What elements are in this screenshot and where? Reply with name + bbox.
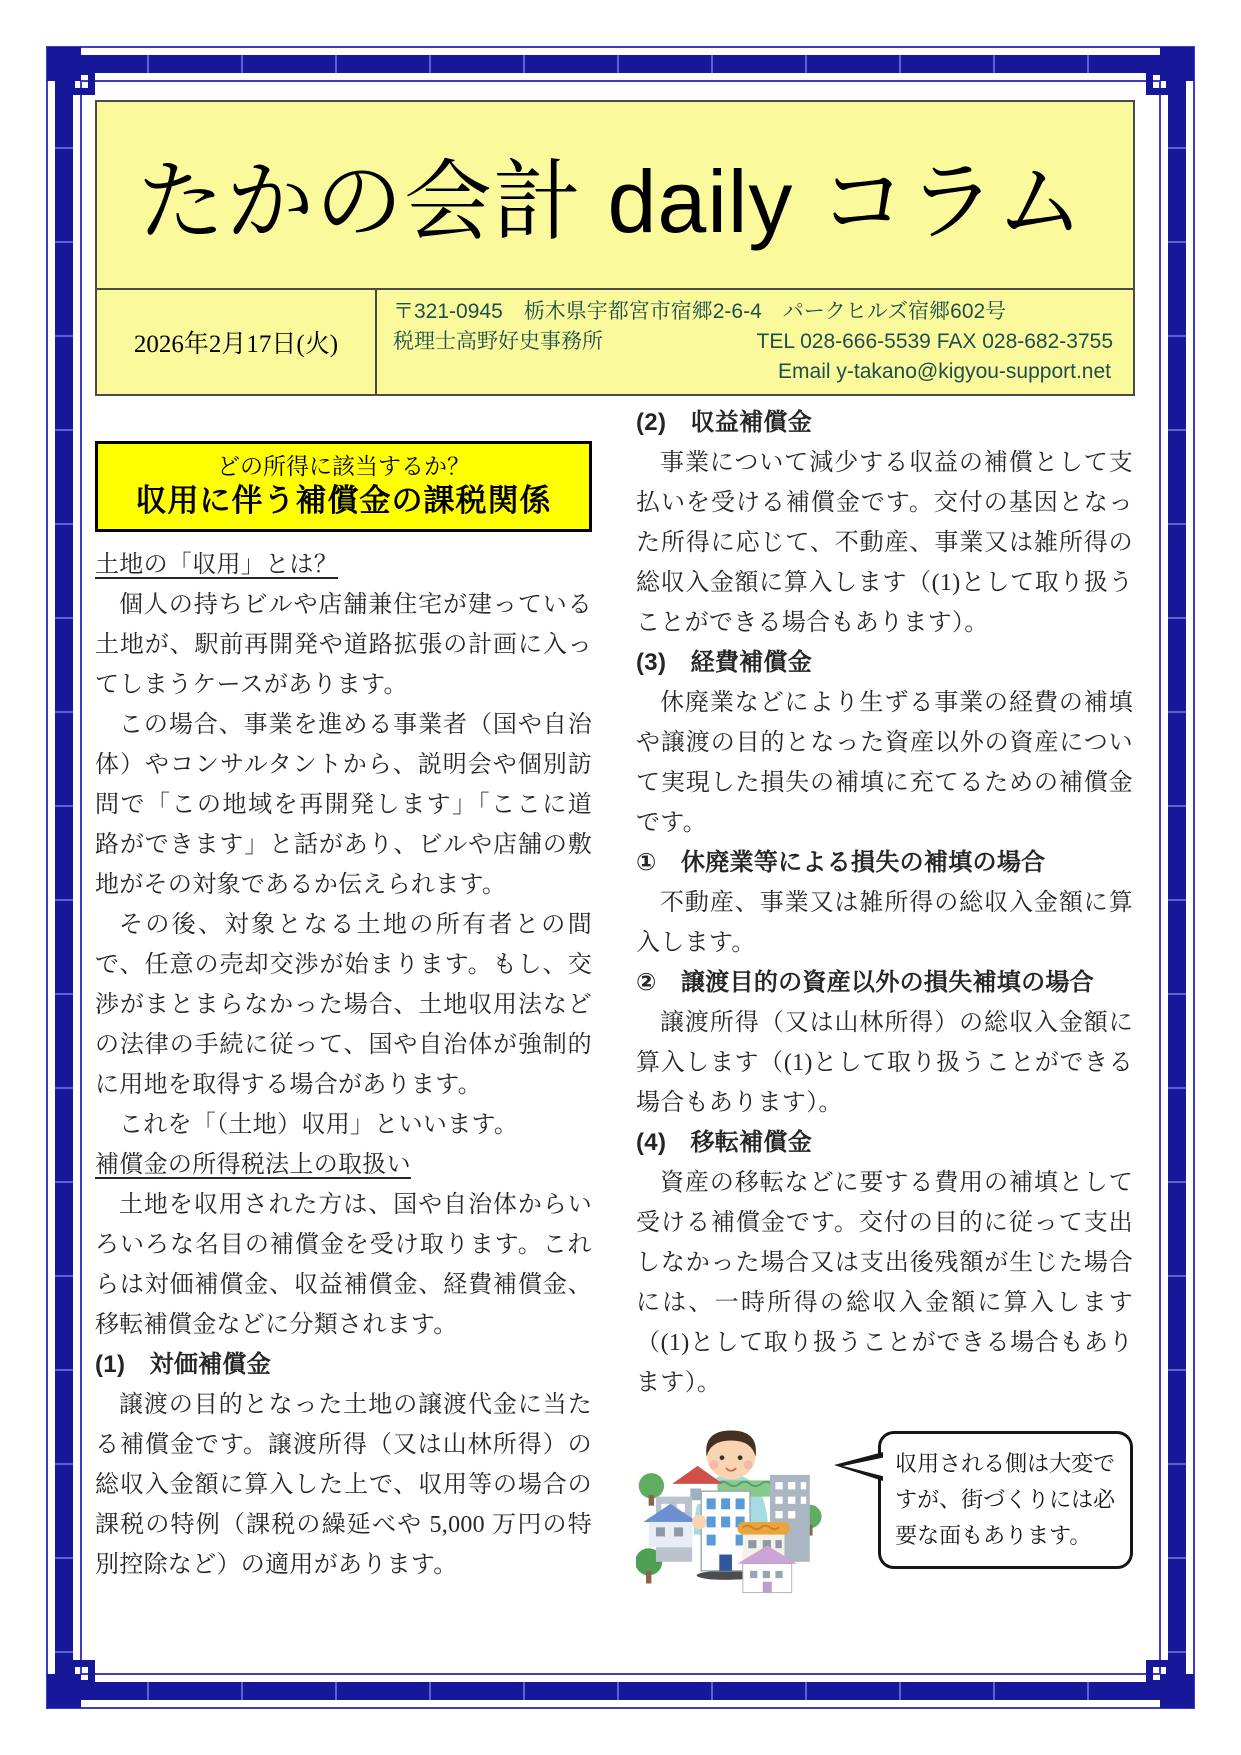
- topic-box: [95, 441, 592, 532]
- page-content: [95, 100, 1135, 1605]
- section-heading: 土地の「収用」とは？: [95, 552, 338, 578]
- paragraph: 不動産、事業又は雑所得の総収入金額に算入します。: [636, 890, 1133, 956]
- paragraph: 土地を収用された方は、国や自治体からいろいろな名目の補償金を受け取ります。これらは対価補償金、収益補償金、経費補償金、移転補償金などに分類されます。: [95, 1192, 592, 1338]
- illustration-row: [636, 1419, 1133, 1605]
- office-name-tel-row: [393, 327, 1121, 357]
- body-columns: [95, 409, 1135, 1605]
- office-address: 〒321-0945 栃木県宇都宮市宿郷2-6-4 パークヒルズ宿郷602号: [393, 300, 1007, 323]
- issue-date: 2026年2月17日(火): [97, 290, 377, 394]
- section-heading: ② 譲渡目的の資産以外の損失補填の場合: [636, 969, 1095, 996]
- paragraph: この場合、事業を進める事業者（国や自治体）やコンサルタントから、説明会や個別訪問で「この地域を再開発します」「ここに道路ができます」と話があり、ビルや店舗の敷地がその対象であるか伝えられます。: [95, 712, 592, 898]
- right-column: [636, 403, 1133, 1605]
- border-corner-ornament: [1146, 68, 1173, 95]
- decorative-border-band: [55, 1682, 1186, 1700]
- paragraph: 個人の持ちビルや店舗兼住宅が建っている土地が、駅前再開発や道路拡張の計画に入ってしまうケースがあります。: [95, 592, 592, 698]
- office-email: Email y-takano@kigyou-support.net: [778, 360, 1111, 383]
- speech-bubble: [878, 1431, 1133, 1569]
- paragraph: 事業について減少する収益の補償として支払いを受ける補償金です。交付の基因となった所得に応じて、不動産、事業又は雑所得の総収入金額に算入します（(1)として取り扱うことができる場合もあります）。: [636, 450, 1133, 636]
- office-contact: [377, 290, 1133, 394]
- paragraph: 譲渡の目的となった土地の譲渡代金に当たる補償金です。譲渡所得（又は山林所得）の総収入金額に算入した上で、収用等の場合の課税の特例（課税の繰延べや 5,000 万円の特別控除など）の適用があります。: [95, 1392, 592, 1578]
- left-column: [95, 441, 592, 1605]
- paragraph: その後、対象となる土地の所有者との間で、任意の売却交渉が始まります。もし、交渉がまとまらなかった場合、土地収用法などの法律の手続に従って、国や自治体が強制的に用地を取得する場合があります。: [95, 912, 592, 1098]
- border-corner-ornament: [68, 1660, 95, 1687]
- newsletter-title: たかの会計 daily コラム: [97, 102, 1133, 290]
- right-column-text: [636, 403, 1133, 1403]
- border-corner-ornament: [68, 68, 95, 95]
- decorative-border-band: [1168, 55, 1186, 1700]
- section-heading: (3) 経費補償金: [636, 649, 813, 676]
- paragraph: 休廃業などにより生ずる事業の経費の補填や譲渡の目的となった資産以外の資産について実現した損失の補填に充てるための補償金です。: [636, 690, 1133, 836]
- newsletter-header: [95, 100, 1135, 396]
- paragraph: 資産の移転などに要する費用の補填として受ける補償金です。交付の目的に従って支出しなかった場合又は支出後残額が生じた場合には、一時所得の総収入金額に算入します（(1)として取り扱うことができる場合もあります）。: [636, 1170, 1133, 1396]
- section-heading: ① 休廃業等による損失の補填の場合: [636, 849, 1046, 876]
- left-column-text: [95, 545, 592, 1585]
- section-heading: (1) 対価補償金: [95, 1351, 272, 1378]
- decorative-border-band: [55, 55, 73, 1700]
- paragraph: これを「（土地）収用」といいます。: [119, 1112, 519, 1138]
- city-planning-illustration: [636, 1419, 826, 1605]
- speech-bubble-text: 収用される側は大変ですが、街づくりには必要な面もあります。: [895, 1451, 1116, 1548]
- topic-subtitle: どの所得に該当するか？: [217, 453, 470, 479]
- paragraph: 譲渡所得（又は山林所得）の総収入金額に算入します（(1)として取り扱うことができる場合もあります）。: [636, 1010, 1133, 1116]
- header-info-row: [97, 290, 1133, 394]
- topic-title: 収用に伴う補償金の課税関係: [135, 483, 552, 518]
- section-heading: 補償金の所得税法上の取扱い: [95, 1152, 411, 1178]
- border-corner-ornament: [1146, 1660, 1173, 1687]
- office-tel-fax: TEL 028-666-5539 FAX 028-682-3755: [756, 330, 1113, 353]
- section-heading: (2) 収益補償金: [636, 409, 813, 436]
- office-name: 税理士高野好史事務所: [393, 330, 603, 353]
- decorative-border-band: [55, 55, 1186, 73]
- section-heading: (4) 移転補償金: [636, 1129, 813, 1156]
